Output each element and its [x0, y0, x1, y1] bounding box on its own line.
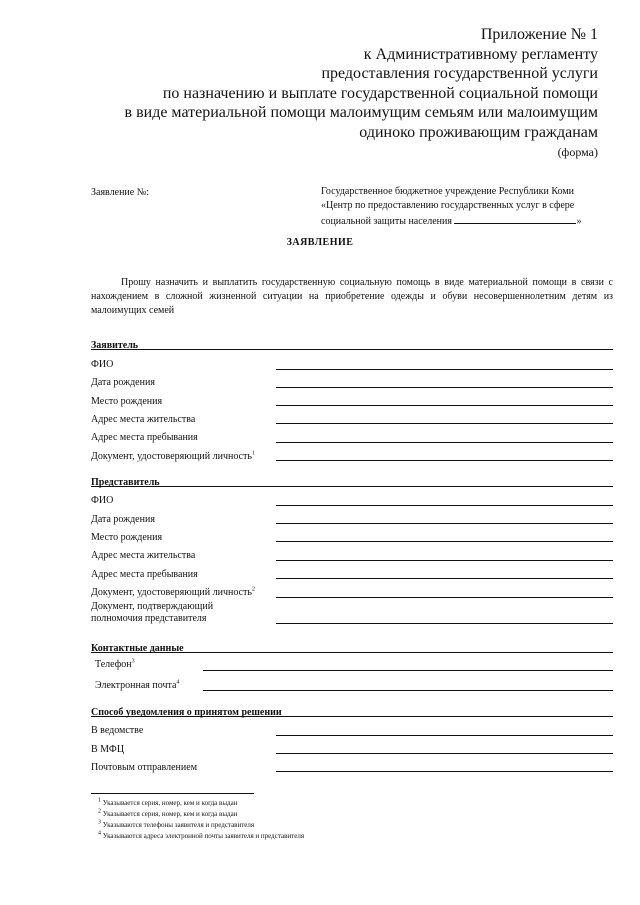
footnote-2: [98, 810, 237, 819]
applicant-document-field[interactable]: [276, 460, 613, 461]
organization-line-1: Государственное бюджетное учреждение Республики Коми: [321, 186, 575, 197]
footnote-3: [98, 821, 254, 830]
representative-document-label: [91, 587, 255, 599]
organization-line-2: «Центр по предоставлению государственных услуг в сфере: [321, 200, 575, 211]
footnote-separator: [91, 793, 254, 794]
representative-document-text: Документ, удостоверяющий личность: [91, 587, 252, 598]
applicant-document-label: [91, 451, 255, 463]
page-title: ЗАЯВЛЕНИЕ: [286, 237, 354, 248]
notification-mfc-label: В МФЦ: [91, 744, 125, 755]
organization-block: [321, 185, 611, 229]
application-number-label: Заявление №:: [91, 187, 150, 198]
footnote-3-number: 3: [98, 819, 101, 826]
notification-office-label: В ведомстве: [91, 725, 144, 736]
contacts-phone-label: [95, 659, 135, 671]
footnote-ref-2: 2: [251, 586, 255, 593]
header-line-3: предоставления государственной услуги: [321, 65, 598, 82]
notification-office-field[interactable]: [276, 735, 613, 736]
contacts-heading: Контактные данные: [91, 643, 184, 654]
representative-authority-label: [91, 601, 213, 625]
appendix-header: [118, 25, 598, 142]
applicant-birth-place-field[interactable]: [276, 405, 613, 406]
footnote-2-number: 2: [98, 808, 101, 815]
applicant-document-text: Документ, удостоверяющий личность: [91, 451, 252, 462]
notification-divider: [91, 716, 613, 717]
applicant-divider: [91, 349, 613, 350]
contacts-divider: [91, 652, 613, 653]
footnote-ref-1: 1: [251, 450, 255, 457]
footnote-2-text: Указывается серия, номер, кем и когда выдан: [102, 810, 238, 818]
applicant-stay-field[interactable]: [276, 442, 613, 443]
applicant-birth-date-field[interactable]: [276, 387, 613, 388]
representative-fio-label: ФИО: [91, 495, 114, 506]
notification-post-field[interactable]: [276, 771, 613, 772]
footnote-4-number: 4: [98, 830, 101, 837]
representative-birth-place-label: Место рождения: [91, 532, 163, 543]
organization-line-3: [321, 213, 611, 229]
header-line-6: одиноко проживающим гражданам: [359, 123, 598, 141]
representative-document-field[interactable]: [276, 597, 613, 598]
contacts-phone-field[interactable]: [203, 670, 613, 671]
form-label: (форма): [557, 145, 598, 159]
applicant-fio-field[interactable]: [276, 369, 613, 370]
representative-fio-field[interactable]: [276, 505, 613, 506]
applicant-residence-label: Адрес места жительства: [91, 414, 196, 425]
footnote-1-text: Указывается серия, номер, кем и когда выдан: [102, 799, 238, 807]
footnote-4: [98, 832, 304, 841]
footnote-1-number: 1: [98, 797, 101, 804]
applicant-stay-label: Адрес места пребывания: [91, 432, 198, 443]
applicant-birth-date-label: Дата рождения: [91, 377, 155, 388]
request-paragraph: Прошу назначить и выплатить государственную социальную помощь в виде материальной помощи в связи с нахождением в сложной жизненной ситуации на приобретение одежды и обуви несовершеннолетним детям из малоимущих семей: [91, 277, 613, 316]
representative-birth-date-label: Дата рождения: [91, 514, 155, 525]
contacts-phone-text: Телефон: [95, 659, 132, 670]
contacts-email-field[interactable]: [203, 690, 613, 691]
representative-stay-field[interactable]: [276, 578, 613, 579]
representative-birth-place-field[interactable]: [276, 541, 613, 542]
organization-line-3-suffix: »: [576, 216, 582, 227]
representative-heading: Представитель: [91, 477, 160, 488]
representative-residence-field[interactable]: [276, 560, 613, 561]
contacts-email-label: [95, 680, 179, 692]
header-line-2: к Административному регламенту: [363, 45, 598, 63]
footnote-1: [98, 799, 237, 808]
representative-divider: [91, 486, 613, 487]
representative-residence-label: Адрес места жительства: [91, 550, 196, 561]
footnote-ref-4: 4: [176, 679, 180, 686]
footnote-ref-3: 3: [131, 658, 135, 665]
footnote-4-text: Указываются адреса электронной почты заявителя и представителя: [102, 832, 305, 840]
applicant-residence-field[interactable]: [276, 423, 613, 424]
representative-birth-date-field[interactable]: [276, 523, 613, 524]
footnote-3-text: Указываются телефоны заявителя и представителя: [102, 821, 255, 829]
representative-authority-field[interactable]: [276, 623, 613, 624]
contacts-email-text: Электронная почта: [95, 680, 177, 691]
notification-mfc-field[interactable]: [276, 753, 613, 754]
header-line-1: Приложение № 1: [480, 26, 598, 43]
applicant-fio-label: ФИО: [91, 359, 114, 370]
representative-authority-line-2: полномочия представителя: [91, 613, 207, 624]
representative-stay-label: Адрес места пребывания: [91, 569, 198, 580]
notification-post-label: Почтовым отправлением: [91, 762, 198, 773]
header-line-4: по назначению и выплате государственной социальной помощи: [162, 84, 598, 102]
header-line-5: в виде материальной помощи малоимущим семьям или малоимущим: [124, 104, 598, 121]
notification-heading: Способ уведомления о принятом решении: [91, 707, 282, 718]
applicant-birth-place-label: Место рождения: [91, 396, 163, 407]
organization-name-field[interactable]: [454, 213, 576, 224]
applicant-heading: Заявитель: [91, 340, 139, 351]
representative-authority-line-1: Документ, подтверждающий: [91, 601, 214, 612]
organization-line-3-prefix: социальной защиты населения: [321, 216, 452, 227]
